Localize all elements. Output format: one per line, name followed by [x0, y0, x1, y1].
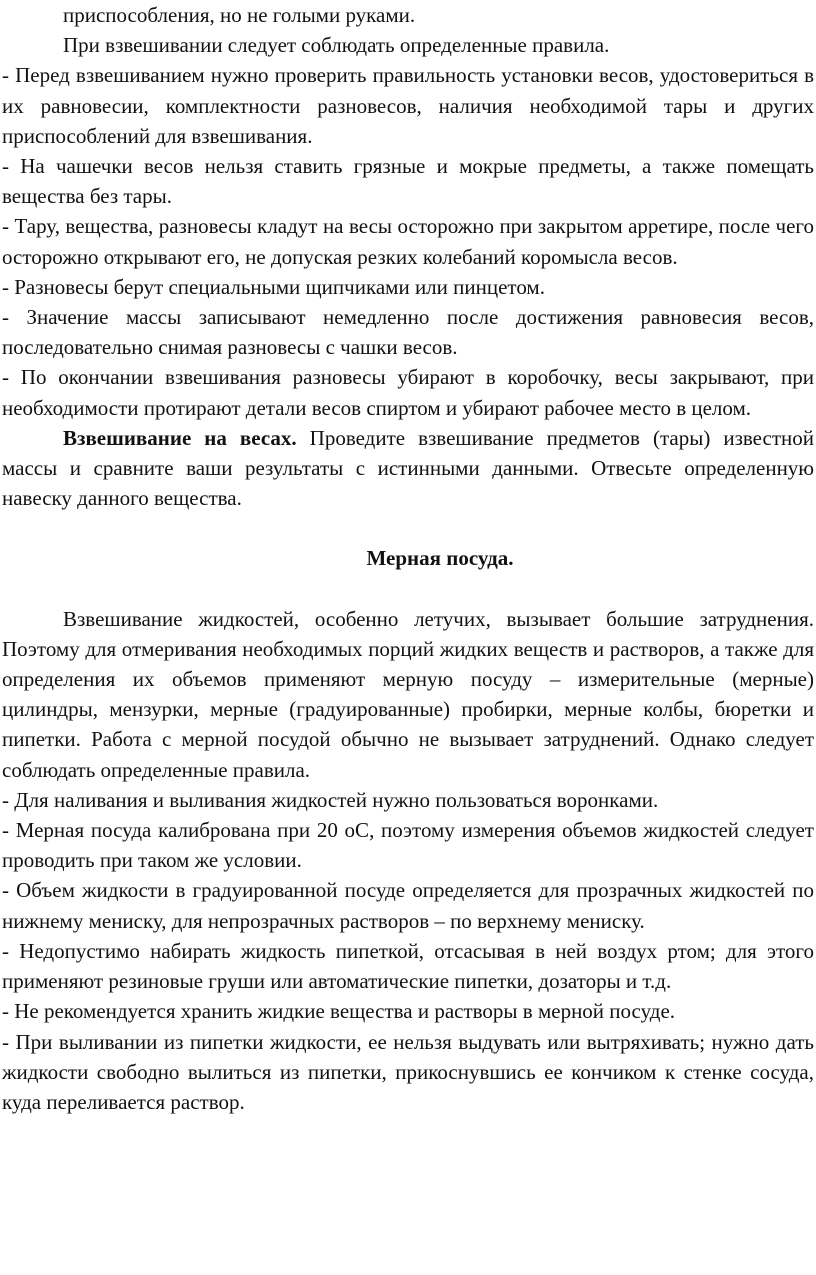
exercise-paragraph	[2, 423, 814, 514]
rule-item: - Объем жидкости в градуированной посуде определяется для прозрачных жидкостей по нижнему мениску, для непрозрачных растворов – по верхнему мениску.	[2, 878, 814, 933]
paragraph-continuation: приспособления, но не голыми руками.	[63, 3, 416, 27]
rule-item: - Тару, вещества, разновесы кладут на весы осторожно при закрытом арретире, после чего осторожно открывают его, не допуская резких колебаний коромысла весов.	[2, 214, 814, 269]
rule-item: - Не рекомендуется хранить жидкие вещества и растворы в мерной посуде.	[2, 999, 676, 1024]
rule-item: - Перед взвешиванием нужно проверить правильность установки весов, удостовериться в их равновесии, комплектности разновесов, наличия необходимой тары и других приспособлений для взвешивания.	[2, 63, 814, 148]
section-heading: Мерная посуда.	[366, 546, 514, 571]
rule-item: - Недопустимо набирать жидкость пипеткой, отсасывая в ней воздух ртом; для этого применяют резиновые груши или автоматические пипетки, дозаторы и т.д.	[2, 938, 814, 994]
rule-item: - На чашечки весов нельзя ставить грязные и мокрые предметы, а также помещать вещества без тары.	[2, 154, 814, 209]
section-intro: Взвешивание жидкостей, особенно летучих, вызывает большие затруднения. Поэтому для отмеривания необходимых порций жидких веществ и растворов, а также для определения их объемов применяют мерную посуду – измерительные (мерные) цилиндры, мензурки, мерные (градуированные) пробирки, мерные колбы, бюретки и пипетки. Работа с мерной посудой обычно не вызывает затруднений. Однако следует соблюдать определенные правила.	[2, 606, 814, 782]
exercise-text: Проведите взвешивание предметов (тары) известной массы и сравните ваши результаты с истинными данными. Отвесьте определенную навеску данного вещества.	[2, 425, 814, 511]
spacer	[2, 574, 814, 604]
rule-item: - Для наливания и выливания жидкостей нужно пользоваться воронками.	[2, 787, 659, 812]
rule-item: - Разновесы берут специальными щипчиками или пинцетом.	[2, 274, 545, 299]
exercise-title: Взвешивание на весах.	[63, 425, 297, 450]
rule-item: - Мерная посуда калибрована при 20 оС, поэтому измерения объемов жидкостей следует проводить при таком же условии.	[2, 818, 814, 873]
spacer	[2, 513, 814, 543]
rule-item: - Значение массы записывают немедленно после достижения равновесия весов, последовательно снимая разновесы с чашки весов.	[2, 305, 814, 360]
rule-item: - По окончании взвешивания разновесы убирают в коробочку, весы закрывают, при необходимости протирают детали весов спиртом и убирают рабочее место в целом.	[2, 365, 814, 420]
rule-item: - При выливании из пипетки жидкости, ее нельзя выдувать или вытряхивать; нужно дать жидкости свободно вылиться из пипетки, прикоснувшись ее кончиком к стенке сосуда, куда переливается раствор.	[2, 1029, 814, 1114]
rules-intro: При взвешивании следует соблюдать определенные правила.	[63, 33, 610, 58]
